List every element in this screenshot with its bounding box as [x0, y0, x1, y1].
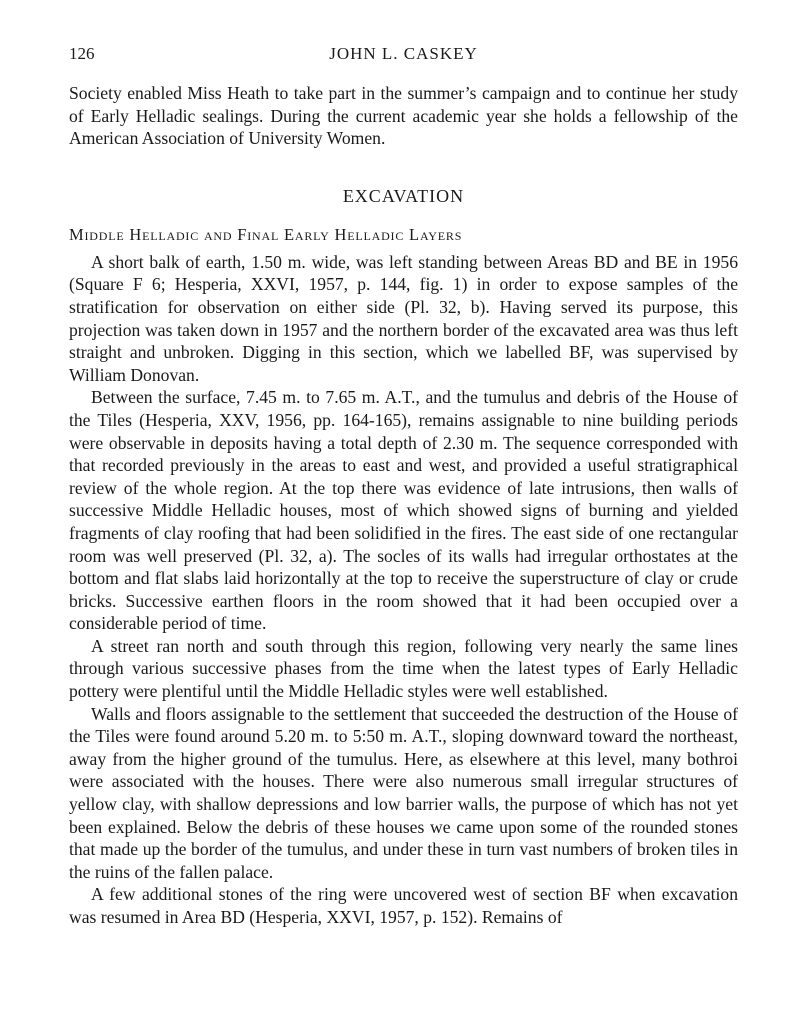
- paragraph: A street ran north and south through this region, following very nearly the same lines through various successive phases from the time when the latest types of Early Helladic pottery were plentiful until the Middle Helladic styles were well established.: [69, 635, 738, 702]
- paragraph: Walls and floors assignable to the settlement that succeeded the destruction of the House of the Tiles were found around 5.20 m. to 5:50 m. A.T., sloping downward toward the northeast, away from the higher ground of the tumulus. Here, as elsewhere at this level, many bothroi were associated with the houses. There were also numerous small irregular structures of yellow clay, with shallow depressions and low barrier walls, the purpose of which has not yet been explained. Below the debris of these houses we came upon some of the rounded stones that made up the border of the tumulus, and under these in turn vast numbers of broken tiles in the ruins of the fallen palace.: [69, 703, 738, 882]
- running-head: [69, 40, 738, 66]
- section-heading: EXCAVATION: [342, 185, 465, 206]
- page-number: 126: [69, 44, 95, 63]
- running-title: JOHN L. CASKEY: [329, 44, 478, 63]
- page: [69, 40, 738, 929]
- subsection-heading: Middle Helladic and Final Early Helladic Layers: [69, 224, 463, 244]
- paragraph: A short balk of earth, 1.50 m. wide, was left standing between Areas BD and BE in 1956 (Square F 6; Hesperia, XXVI, 1957, p. 144, fig. 1) in order to expose samples of the stratification for observation on either side (Pl. 32, b). Having served its purpose, this projection was taken down in 1957 and the northern border of the excavated area was thus left straight and unbroken. Digging in this section, which we labelled BF, was supervised by William Donovan.: [69, 251, 738, 385]
- paragraph: Between the surface, 7.45 m. to 7.65 m. A.T., and the tumulus and debris of the House of the Tiles (Hesperia, XXV, 1956, pp. 164-165), remains assignable to nine building periods were observable in deposits having a total depth of 2.30 m. The sequence corresponded with that recorded previously in the areas to east and west, and provided a useful stratigraphical review of the whole region. At the top there was evidence of late intrusions, then walls of successive Middle Helladic houses, most of which showed signs of burning and yielded fragments of clay roofing that had been solidified in the fires. The east side of one rectangular room was well preserved (Pl. 32, a). The socles of its walls had irregular orthostates at the bottom and flat slabs laid horizontally at the top to receive the superstructure of clay or crude bricks. Successive earthen floors in the room showed that it had been occupied over a considerable period of time.: [69, 387, 738, 634]
- paragraph: A few additional stones of the ring were uncovered west of section BF when excavation was resumed in Area BD (Hesperia, XXVI, 1957, p. 152). Remains of: [69, 884, 738, 927]
- paragraph-continuation: Society enabled Miss Heath to take part in the summer’s campaign and to continue her study of Early Helladic sealings. During the current academic year she holds a fellowship of the American Association of University Women.: [69, 83, 738, 149]
